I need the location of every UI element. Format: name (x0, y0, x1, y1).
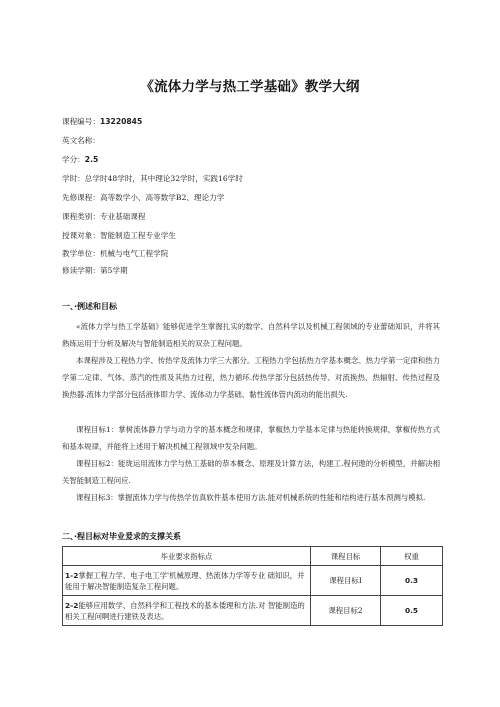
paragraph-content: 本课程涉及工程热力学、传热学及流体力学三大都分。工程热力学包括热力学基本概念、热力学第一定律和热力学第二定律、气体、蒸汽的性质及其热力过程，热力循环.传热学部分包括热传导、对流换热、热辐射、传热过程及换热器.流体力学部分包括液体即力学、流体动力学基础、黏性流体管内流动的能出损失. (62, 356, 440, 400)
requirement-cell: 2-2能够应用数学、自然科学和工程技术的基本倭理和方法.对 智能制造的相关工程问啊进行建铁及表达。 (63, 596, 311, 626)
meta-semester: 修读学期：第5学期 (62, 266, 128, 275)
section-overview-heading: 一、·例述和目标 (62, 302, 118, 311)
table-row (63, 566, 443, 596)
meta-hours: 学时：总学时48学时，其中理论32学时，实践16学时 (62, 174, 243, 183)
section-support-heading: 二、·程目标对毕业爰求的支撑关系 (62, 532, 182, 541)
requirement-cell: 1-2掌握工程力学、电子电工学'机械原理、热流体力学等专业 础知识，并能用于解决智能制造复杂工程问题。 (63, 566, 311, 596)
meta-prereq: 先修课程：高等数学小、高等数学B2、理论力学 (62, 193, 225, 202)
header-weight: 权重 (381, 547, 443, 566)
table-row (63, 596, 443, 626)
goal-cell: 课程目标2 (311, 596, 381, 626)
table-header-row (63, 547, 443, 566)
support-table (62, 546, 443, 626)
paragraph-goal-3: 课程目标3：掌握流体力学与传热学仿真软件基本使用方法.能对机械系统的性能和结构进行基本预测与模拟. (76, 493, 426, 502)
goal-cell: 课程目标I (311, 566, 381, 596)
paragraph-goal-1: 课程目标1：掌树流体静力学与动力学的基本概念和规律，掌椒热力学基本定律与热能转换规律，掌椒传热方式和基本规律，并能将上述用于解决机械工程领域中发杂问题。 (62, 425, 440, 452)
page-title: 《流体力学与热工学基础》教学大纲 (140, 79, 360, 95)
meta-audience: 授课对象：智能制造工程专业学生 (62, 231, 176, 240)
paragraph-intro: «流体力学与热工学基础》能够促进学生掌握扎实的数学、自然科学以及机械工程领域的专业蕾础知识，并将其熟练运用于分析及解决与智能制造相关的双杂工程问题。 (62, 322, 440, 349)
weight-cell: 0.3 (381, 566, 443, 596)
meta-english-name: 英文名称： (62, 136, 100, 145)
meta-course-code: 课程编号：13220845 (62, 117, 143, 126)
header-goal: 课程目标 (311, 547, 381, 566)
meta-unit: 教学单位：机械与电气工程学院 (62, 249, 169, 258)
header-requirement: 毕业要求指标点 (63, 547, 311, 566)
weight-cell: 0.5 (381, 596, 443, 626)
meta-category: 课程类别：专业基础课程 (62, 212, 146, 221)
paragraph-goal-2: 课程目标2：能珑运用流体力学与热工基础的恭本概念、原理及计算方法，构建工.程何遨的分析模型，并解决相关智能制造工程问应. (62, 459, 440, 486)
meta-credits: 学分：2.5 (62, 155, 99, 164)
